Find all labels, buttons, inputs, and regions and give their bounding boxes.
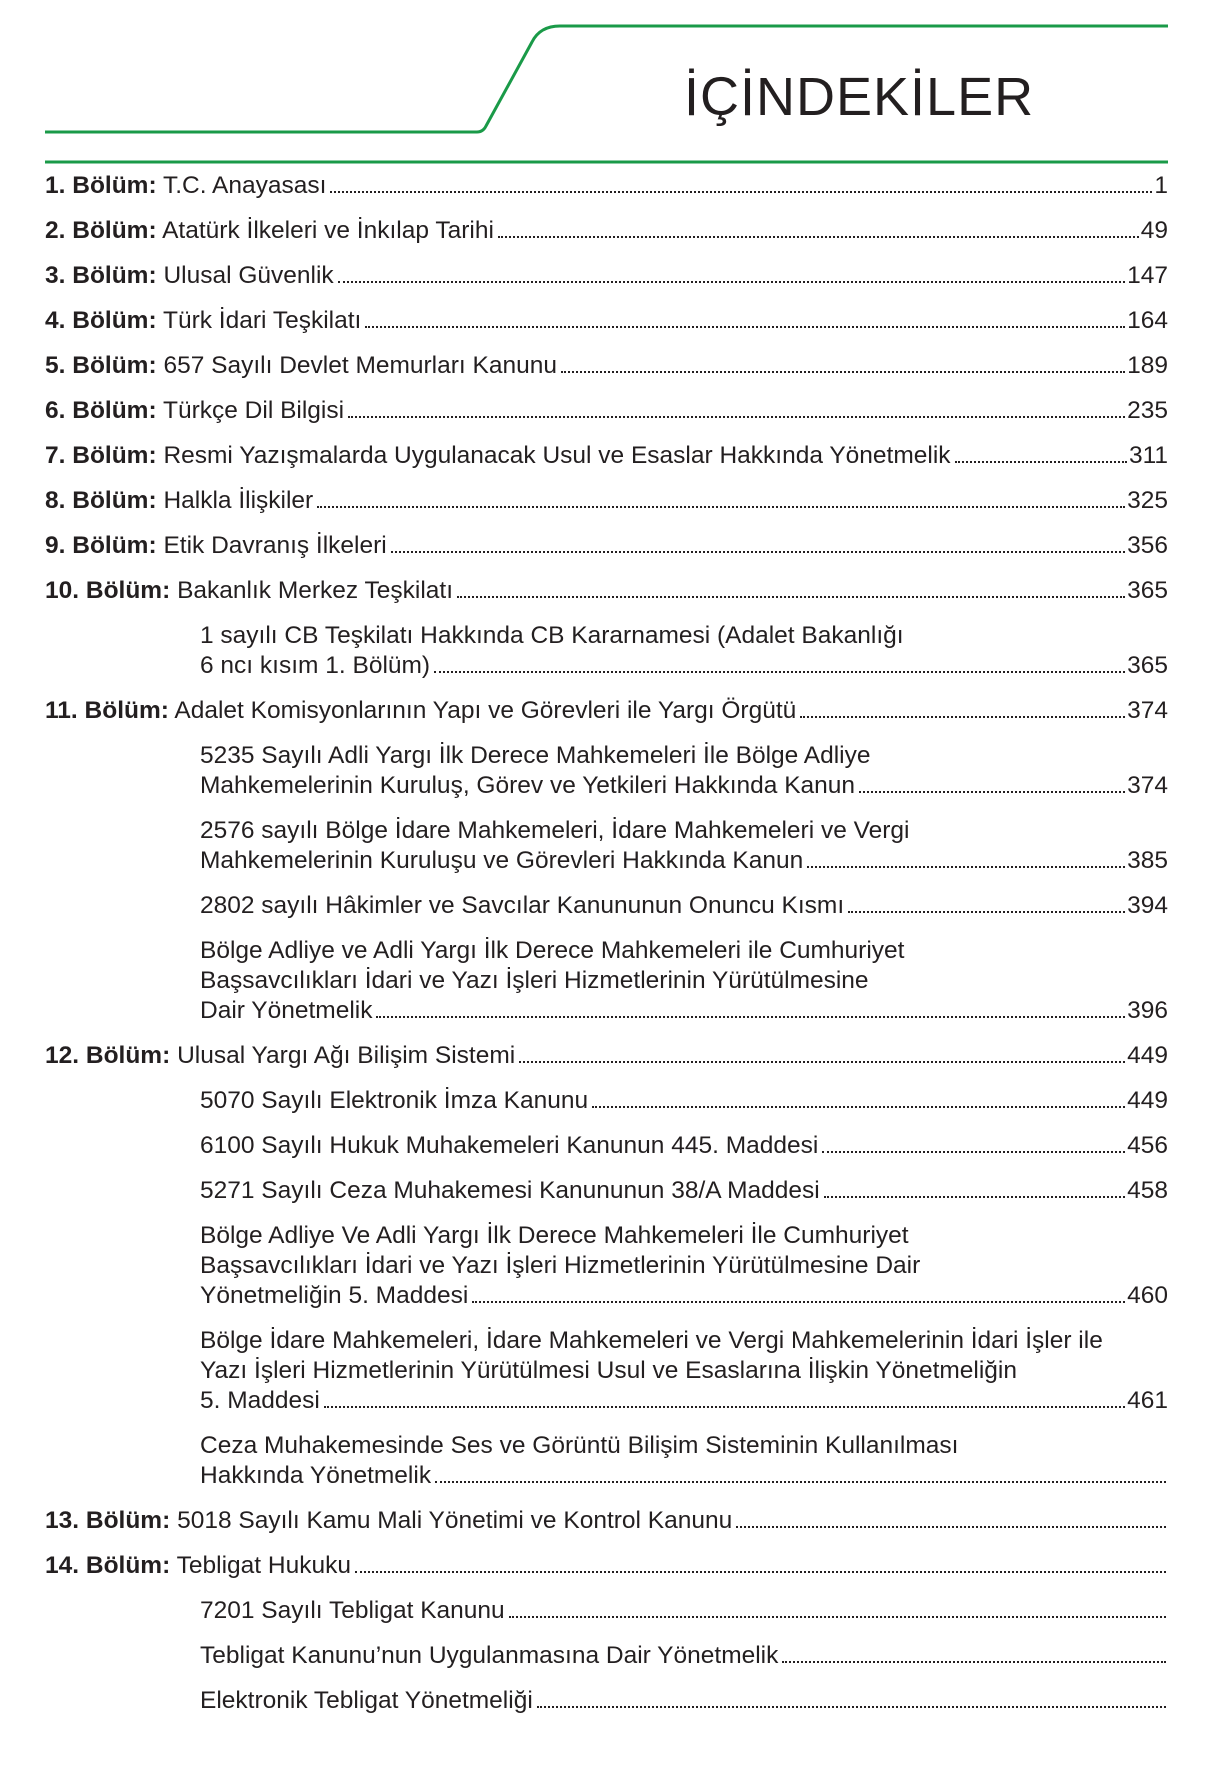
- header-decoration: [0, 0, 1230, 170]
- entry-title-line: Başsavcılıkları İdari ve Yazı İşleri Hizmetlerinin Yürütülmesine Dair: [200, 1252, 921, 1279]
- chapter-number: 7.: [45, 442, 66, 469]
- page-title: İÇİNDEKİLER: [684, 67, 1035, 127]
- page-number: 461: [1127, 1387, 1168, 1414]
- entry-title-line: 1 sayılı CB Teşkilatı Hakkında CB Kararnamesi (Adalet Bakanlığı: [200, 622, 904, 649]
- chapter-label: Bölüm:: [85, 1042, 171, 1069]
- page-number: 394: [1127, 892, 1168, 919]
- chapter-label: Bölüm:: [72, 442, 157, 469]
- entry-title-line: Bölge İdare Mahkemeleri, İdare Mahkemeleri ve Vergi Mahkemelerinin İdari İşler ile: [200, 1327, 1103, 1354]
- chapter-number: 4.: [45, 307, 66, 334]
- toc-subentry[interactable]: [45, 1687, 1168, 1717]
- entry-title: Tebligat Hukuku: [176, 1552, 351, 1579]
- toc-chapter[interactable]: [45, 307, 1168, 337]
- entry-title-line: Ceza Muhakemesinde Ses ve Görüntü Bilişim Sisteminin Kullanılması: [200, 1432, 959, 1459]
- entry-title: Halkla İlişkiler: [163, 487, 314, 514]
- entry-title: 657 Sayılı Devlet Memurları Kanunu: [163, 352, 557, 379]
- dot-leader: [472, 1301, 1125, 1303]
- dot-leader: [955, 461, 1127, 463]
- chapter-number: 6.: [45, 397, 66, 424]
- entry-title: Etik Davranış İlkeleri: [163, 532, 387, 559]
- dot-leader: [365, 326, 1125, 328]
- chapter-label: Bölüm:: [72, 532, 157, 559]
- dot-leader: [800, 716, 1125, 718]
- chapter-label: Bölüm:: [72, 352, 157, 379]
- toc-chapter[interactable]: [45, 172, 1168, 202]
- entry-title: Hakkında Yönetmelik: [200, 1462, 432, 1489]
- entry-title: 5070 Sayılı Elektronik İmza Kanunu: [200, 1087, 589, 1114]
- entry-title-line: Yazı İşleri Hizmetlerinin Yürütülmesi Usul ve Esaslarına İlişkin Yönetmeliğin: [200, 1357, 1017, 1384]
- page-number: 356: [1127, 532, 1168, 559]
- entry-title: 5. Maddesi: [200, 1387, 320, 1414]
- toc-chapter[interactable]: [45, 487, 1168, 517]
- dot-leader: [348, 416, 1125, 418]
- dot-leader: [355, 1571, 1166, 1573]
- entry-title: Türkçe Dil Bilgisi: [163, 397, 345, 424]
- chapter-number: 3.: [45, 262, 66, 289]
- entry-title: Tebligat Kanunu’nun Uygulanmasına Dair Yönetmelik: [200, 1642, 779, 1669]
- entry-title-line: 5235 Sayılı Adli Yargı İlk Derece Mahkemeleri İle Bölge Adliye: [200, 742, 871, 769]
- toc-subentry[interactable]: [45, 1132, 1168, 1162]
- dot-leader: [330, 191, 1152, 193]
- entry-title: Elektronik Tebligat Yönetmeliği: [200, 1687, 533, 1714]
- page-number: 49: [1140, 217, 1168, 244]
- toc-chapter[interactable]: [45, 1042, 1168, 1072]
- entry-title: Türk İdari Teşkilatı: [163, 307, 362, 334]
- dot-leader: [509, 1616, 1166, 1618]
- chapter-number: 2.: [45, 217, 66, 244]
- entry-title: 5018 Sayılı Kamu Mali Yönetimi ve Kontrol Kanunu: [177, 1507, 733, 1534]
- page-number: 374: [1127, 772, 1168, 799]
- dot-leader: [519, 1061, 1125, 1063]
- dot-leader: [859, 791, 1125, 793]
- dot-leader: [434, 671, 1125, 673]
- dot-leader: [822, 1151, 1125, 1153]
- toc-subentry[interactable]: [45, 622, 1168, 682]
- chapter-number: 10.: [45, 577, 80, 604]
- chapter-label: Bölüm:: [72, 217, 157, 244]
- chapter-label: Bölüm:: [72, 397, 157, 424]
- chapter-number: 5.: [45, 352, 66, 379]
- dot-leader: [391, 551, 1125, 553]
- page-number: 311: [1128, 442, 1168, 469]
- entry-title: Ulusal Güvenlik: [163, 262, 334, 289]
- toc-subentry[interactable]: [45, 1597, 1168, 1627]
- dot-leader: [561, 371, 1125, 373]
- chapter-number: 9.: [45, 532, 66, 559]
- entry-title: Atatürk İlkeleri ve İnkılap Tarihi: [162, 217, 494, 244]
- entry-title-line: 2576 sayılı Bölge İdare Mahkemeleri, İdare Mahkemeleri ve Vergi: [200, 817, 910, 844]
- toc-chapter[interactable]: [45, 217, 1168, 247]
- chapter-label: Bölüm:: [84, 697, 169, 724]
- chapter-label: Bölüm:: [72, 172, 157, 199]
- chapter-label: Bölüm:: [72, 487, 157, 514]
- dot-leader: [824, 1196, 1125, 1198]
- chapter-number: 13.: [45, 1507, 80, 1534]
- entry-title-line: Bölge Adliye ve Adli Yargı İlk Derece Mahkemeleri ile Cumhuriyet: [200, 937, 905, 964]
- entry-title: 7201 Sayılı Tebligat Kanunu: [200, 1597, 505, 1624]
- page-number: 396: [1127, 997, 1168, 1024]
- chapter-label: Bölüm:: [85, 1552, 171, 1579]
- chapter-label: Bölüm:: [85, 1507, 171, 1534]
- toc-subentry[interactable]: [45, 1177, 1168, 1207]
- toc-chapter[interactable]: [45, 262, 1168, 292]
- chapter-number: 12.: [45, 1042, 80, 1069]
- chapter-number: 14.: [45, 1552, 80, 1579]
- dot-leader: [376, 1016, 1125, 1018]
- entry-title: Ulusal Yargı Ağı Bilişim Sistemi: [177, 1042, 516, 1069]
- dot-leader: [498, 236, 1139, 238]
- entry-title: 6100 Sayılı Hukuk Muhakemeleri Kanunun 445. Maddesi: [200, 1132, 819, 1159]
- toc-chapter[interactable]: [45, 1552, 1168, 1582]
- page-number: 449: [1127, 1087, 1168, 1114]
- dot-leader: [317, 506, 1125, 508]
- page-number: 385: [1127, 847, 1168, 874]
- toc-chapter[interactable]: [45, 352, 1168, 382]
- entry-title: Mahkemelerinin Kuruluşu ve Görevleri Hakkında Kanun: [200, 847, 804, 874]
- dot-leader: [782, 1661, 1166, 1663]
- page-number: 189: [1127, 352, 1168, 379]
- dot-leader: [736, 1526, 1166, 1528]
- page-number: 456: [1127, 1132, 1168, 1159]
- chapter-label: Bölüm:: [72, 262, 157, 289]
- entry-title: Adalet Komisyonlarının Yapı ve Görevleri ile Yargı Örgütü: [174, 697, 797, 724]
- entry-title: Yönetmeliğin 5. Maddesi: [200, 1282, 469, 1309]
- chapter-label: Bölüm:: [72, 307, 157, 334]
- entry-title: 2802 sayılı Hâkimler ve Savcılar Kanununun Onuncu Kısmı: [200, 892, 845, 919]
- page-number: 460: [1127, 1282, 1168, 1309]
- page-number: 147: [1127, 262, 1168, 289]
- entry-title: Mahkemelerinin Kuruluş, Görev ve Yetkileri Hakkında Kanun: [200, 772, 856, 799]
- dot-leader: [807, 866, 1125, 868]
- chapter-number: 8.: [45, 487, 66, 514]
- toc-subentry[interactable]: [45, 1642, 1168, 1672]
- dot-leader: [435, 1481, 1166, 1483]
- toc-subentry[interactable]: [45, 1327, 1168, 1417]
- table-of-contents: [45, 172, 1168, 1732]
- page-number: 449: [1127, 1042, 1168, 1069]
- dot-leader: [848, 911, 1125, 913]
- toc-subentry[interactable]: [45, 1432, 1168, 1492]
- entry-title-line: Başsavcılıkları İdari ve Yazı İşleri Hizmetlerinin Yürütülmesine: [200, 967, 869, 994]
- page-number: 365: [1127, 652, 1168, 679]
- entry-title: Dair Yönetmelik: [200, 997, 373, 1024]
- entry-title: 6 ncı kısım 1. Bölüm): [200, 652, 431, 679]
- page-number: 235: [1127, 397, 1168, 424]
- entry-title-line: Bölge Adliye Ve Adli Yargı İlk Derece Mahkemeleri İle Cumhuriyet: [200, 1222, 909, 1249]
- toc-subentry[interactable]: [45, 1087, 1168, 1117]
- entry-title: Bakanlık Merkez Teşkilatı: [177, 577, 454, 604]
- entry-title: T.C. Anayasası: [163, 172, 327, 199]
- toc-chapter[interactable]: [45, 532, 1168, 562]
- toc-subentry[interactable]: [45, 1222, 1168, 1312]
- chapter-number: 11.: [45, 697, 78, 724]
- toc-subentry[interactable]: [45, 817, 1168, 877]
- page-number: 365: [1127, 577, 1168, 604]
- dot-leader: [592, 1106, 1125, 1108]
- dot-leader: [457, 596, 1125, 598]
- toc-chapter[interactable]: [45, 577, 1168, 607]
- dot-leader: [324, 1406, 1125, 1408]
- dot-leader: [338, 281, 1125, 283]
- page-number: 458: [1127, 1177, 1168, 1204]
- entry-title: Resmi Yazışmalarda Uygulanacak Usul ve Esaslar Hakkında Yönetmelik: [163, 442, 951, 469]
- toc-subentry[interactable]: [45, 892, 1168, 922]
- toc-chapter[interactable]: [45, 442, 1168, 472]
- toc-chapter[interactable]: [45, 1507, 1168, 1537]
- chapter-label: Bölüm:: [85, 577, 171, 604]
- page-number: 325: [1127, 487, 1168, 514]
- page-number: 164: [1127, 307, 1168, 334]
- toc-chapter[interactable]: [45, 397, 1168, 427]
- page-number: 1: [1154, 172, 1168, 199]
- page-number: 374: [1127, 697, 1168, 724]
- toc-subentry[interactable]: [45, 937, 1168, 1027]
- dot-leader: [537, 1706, 1166, 1708]
- entry-title: 5271 Sayılı Ceza Muhakemesi Kanununun 38/A Maddesi: [200, 1177, 820, 1204]
- toc-chapter[interactable]: [45, 697, 1168, 727]
- chapter-number: 1.: [45, 172, 66, 199]
- toc-subentry[interactable]: [45, 742, 1168, 802]
